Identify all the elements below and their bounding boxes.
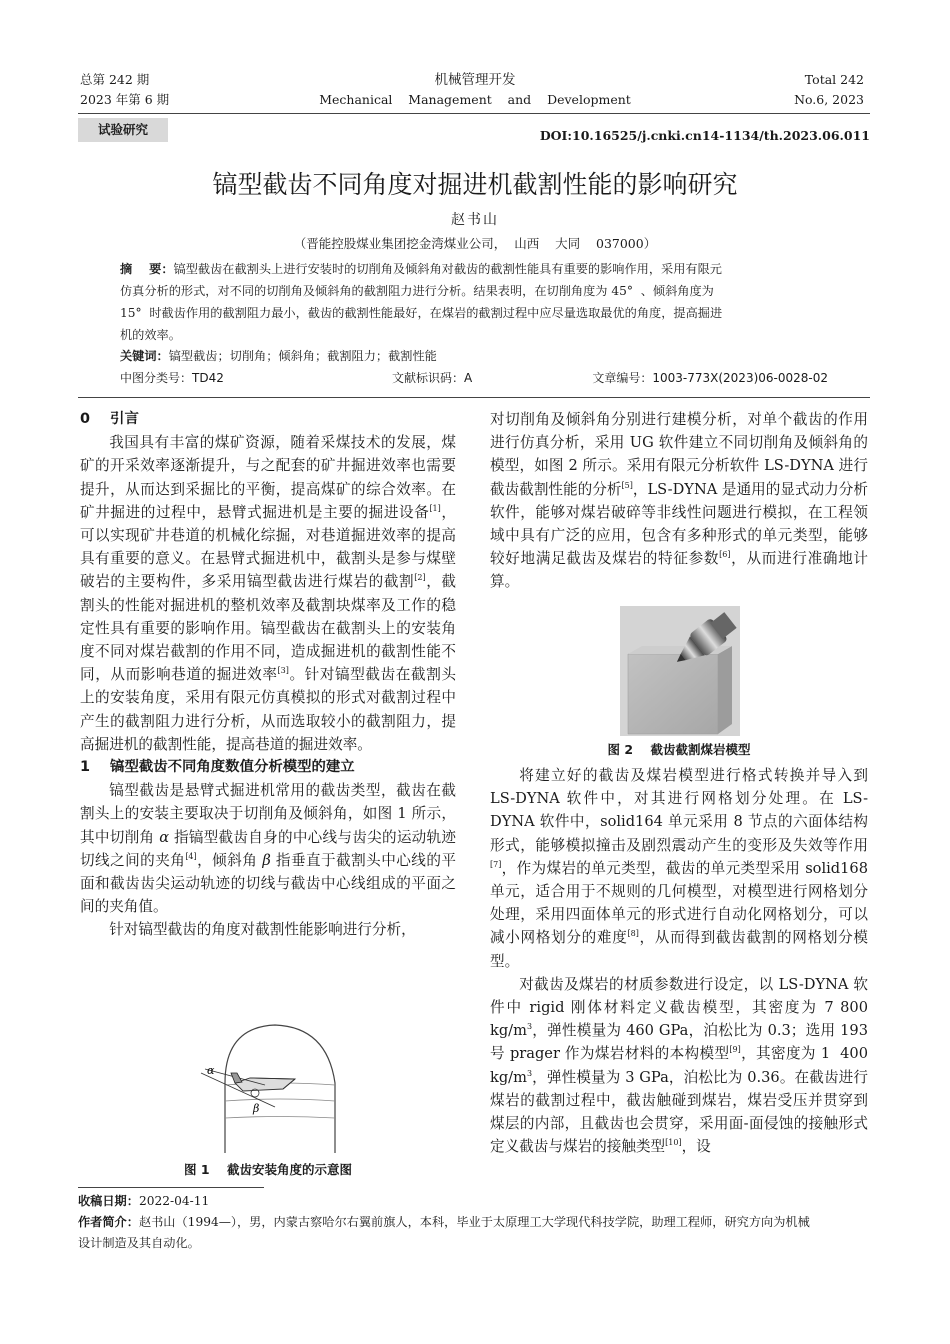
- bio-line-2: 设计制造及其自动化。: [78, 1236, 200, 1250]
- mesh-text-a: 将建立好的截齿及煤岩模型进行格式转换并导入到 LS-DYNA 软件中，对其进行网格划分处理。在 LS-DYNA 软件中，solid164 单元采用 8 节点的六面体结构形式，能够模拟撞击及剧烈震动产生的变形及失效等作用: [490, 767, 868, 854]
- section-1-paragraph: [80, 779, 456, 918]
- meshing-paragraph: [490, 764, 868, 973]
- material-paragraph: [490, 973, 873, 1159]
- section-1-heading: 1 镐型截齿不同角度数值分析模型的建立: [80, 759, 355, 776]
- document-code: 文献标识码：A: [392, 371, 473, 385]
- s1-text-c: ，倾斜角: [196, 851, 263, 869]
- affiliation: （晋能控股煤业集团挖金湾煤业公司， 山西 大同 037000）: [293, 236, 657, 251]
- received-label: 收稿日期：: [78, 1194, 139, 1208]
- figure-2-caption: 图 2 截齿截割煤岩模型: [607, 742, 751, 757]
- left-column: [80, 408, 456, 942]
- right-column-top: [490, 408, 868, 594]
- section-tag: 试验研究: [78, 118, 168, 142]
- figure-1-alpha-label: α: [207, 1064, 215, 1077]
- bio-label: 作者简介：: [78, 1215, 139, 1229]
- abstract-rule: [78, 397, 870, 398]
- ref-1: [1]: [429, 503, 441, 513]
- model-text-a: 对切削角及倾斜角分别进行建模分析，对单个截齿的作用进行仿真分析，采用 UG 软件建立不同切削角及倾斜角的模型，如图 2 所示。采用有限元分析软件 LS-DYNA 进行截齿截割性能的分析: [490, 411, 868, 498]
- keywords: [120, 345, 828, 367]
- mat-text-a: 对截齿及煤岩的材质参数进行设定，以 LS-DYNA 软件中 rigid 刚体材料定义截齿模型，其密度为 7 800 kg/m: [490, 975, 868, 1040]
- intro-text-a: 我国具有丰富的煤矿资源，随着采煤技术的发展，煤矿的开采效率逐渐提升，与之配套的矿井掘进效率也需要提升，从而达到采掘比的平衡，提高煤矿的综合效率。在矿井掘进的过程中，悬臂式掘进机是主要的掘进设备: [80, 434, 456, 521]
- modeling-paragraph: [490, 408, 868, 594]
- analysis-paragraph: 针对镐型截齿的角度对截割性能影响进行分析，: [109, 921, 416, 939]
- ref-4: [4]: [185, 852, 197, 861]
- doi: DOI:10.16525/j.cnki.cn14-1134/th.2023.06.011: [539, 128, 870, 143]
- total-issue-en: Total 242: [804, 72, 864, 87]
- header-rule: [78, 113, 870, 114]
- figure-1-caption: 图 1 截齿安装角度的示意图: [184, 1162, 352, 1177]
- model-text-b: ，LS-DYNA 是通用的显式动力分析软件，能够对煤岩破碎等非线性问题进行模拟，在工程领域中具有广泛的应用，包含有多种形式的单元类型，能够较好地满足截齿及煤岩的特征参数: [490, 480, 868, 568]
- author: 赵书山: [451, 212, 499, 228]
- alpha-symbol: α: [159, 828, 170, 846]
- issue-en: No.6, 2023: [794, 92, 864, 107]
- figure-2: [620, 606, 740, 736]
- figure-1-beta-label: β: [253, 1102, 260, 1115]
- abstract-label: 摘 要：: [120, 262, 174, 276]
- header-center: [250, 70, 700, 110]
- intro-text-c: ，截割头的性能对掘进机的整机效率及截割块煤率及工作的稳定性具有重要的影响作用。镐型截齿在截割头上的安装角度不同对煤岩截割的作用不同，造成掘进机的截割性能不同，从而影响巷道的掘进效率: [80, 573, 456, 684]
- year-issue-cn: 2023 年第 6 期: [80, 92, 170, 107]
- ref-2: [2]: [414, 573, 426, 583]
- paper-title: 镐型截齿不同角度对掘进机截割性能的影响研究: [212, 170, 738, 199]
- abstract: [120, 258, 828, 346]
- ref-5: [5]: [621, 480, 633, 490]
- ref-8: [8]: [627, 929, 639, 939]
- footnote: [78, 1191, 870, 1254]
- journal-name-cn: 机械管理开发: [434, 72, 516, 88]
- mat-text-d: ，弹性模量为 3 GPa，泊松比为 0.36。在截齿进行煤岩的截割过程中，截齿触碰到煤岩，煤岩受压并贯穿到煤层的内部，且截齿也会贯穿，采用面-面侵蚀的接触形式定义截齿与煤岩的接触类型: [490, 1068, 868, 1156]
- total-issue-cn: 总第 242 期: [80, 72, 150, 87]
- abstract-line-4: 机的效率。: [120, 328, 181, 342]
- abstract-line-2: 仿真分析的形式，对不同的切削角及倾斜角的截割阻力进行分析。结果表明，在切削角度为 45° 、倾斜角度为: [120, 284, 714, 298]
- bio-line-1: 赵书山（1994—），男，内蒙古察哈尔右翼前旗人，本科，毕业于太原理工大学现代科技学院，助理工程师，研究方向为机械: [138, 1215, 810, 1229]
- classification-row: [120, 367, 828, 389]
- abstract-line-1: 镐型截齿在截割头上进行安装时的切削角及倾斜角对截齿的截割性能具有重要的影响作用，采用有限元: [173, 262, 722, 276]
- figure-1: [195, 1023, 355, 1153]
- intro-paragraph: [80, 431, 456, 756]
- mat-text-b: ，弹性模量为 460 GPa，泊松比为 0.3；选用 193 号 prager 作为煤岩材料的本构模型: [490, 1022, 868, 1063]
- ref-3: [3]: [277, 666, 289, 676]
- beta-symbol: β: [262, 851, 271, 869]
- keywords-text: 镐型截齿；切削角；倾斜角；截割阻力；截割性能: [168, 349, 437, 363]
- mesh-text-b: ，作为煤岩的单元类型，截齿的单元类型采用 solid168 单元，适合用于不规则的几何模型，对模型进行网格划分处理，采用四面体单元的形式进行自动化网格划分，可以减小网格划分的难度: [490, 859, 868, 947]
- superscript-cube-1: 3: [526, 1022, 533, 1032]
- intro-text-b: ，可以实现矿井巷道的机械化综掘，对巷道掘进效率的提高具有重要的意义。在悬臂式掘进机中，截割头是参与煤壁破岩的主要构件，多采用镐型截齿进行煤岩的截割: [80, 503, 456, 591]
- s1-text-d: 指垂直于截割头中心线的平面和截齿齿尖运动轨迹的切线与截齿中心线组成的平面之间的夹角值。: [80, 851, 456, 916]
- clc-number: 中图分类号：TD42: [120, 371, 224, 385]
- header-left: [80, 70, 169, 110]
- s1-text-b: 指镐型截齿自身的中心线与齿尖的运动轨迹切线之间的夹角: [80, 828, 456, 869]
- section-0-heading: 0 引言: [80, 411, 139, 427]
- superscript-cube-2: 3: [526, 1068, 533, 1078]
- received-date: 2022-04-11: [138, 1194, 210, 1208]
- header-right: [794, 70, 864, 110]
- journal-name-en: Mechanical Management and Development: [319, 92, 631, 107]
- mat-text-c: ，其密度为 1 400 kg/m: [490, 1045, 873, 1086]
- figure-1-drawing: [195, 1023, 355, 1153]
- article-number: 文章编号：1003-773X(2023)06-0028-02: [592, 371, 828, 385]
- ref-7: [7]: [490, 859, 502, 869]
- mesh-text-c: ，从而得到截齿截割的网格划分模型。: [490, 929, 868, 970]
- intro-text-d: 。针对镐型截齿在截割头上的安装角度，采用有限元仿真模拟的形式对截割过程中产生的截割阻力进行分析，从而选取较小的截割阻力，提高掘进机的截割性能，提高巷道的掘进效率。: [80, 666, 456, 753]
- mat-text-e: ，设: [681, 1138, 711, 1156]
- ref-10: [10]: [665, 1138, 682, 1148]
- s1-text-a: 镐型截齿是悬臂式掘进机常用的截齿类型，截齿在截割头上的安装主要取决于切削角及倾斜角，如图 1 所示，其中切削角: [80, 782, 456, 846]
- model-text-c: ，从而进行准确地计算。: [490, 550, 868, 591]
- ref-9: [9]: [729, 1045, 741, 1055]
- footnote-rule: [78, 1187, 264, 1188]
- right-column-bottom: [490, 764, 873, 1158]
- figure-2-drawing: [620, 606, 740, 736]
- abstract-line-3: 15° 时截齿作用的截割阻力最小，截齿的截割性能最好，在煤岩的截割过程中应尽量选取最优的角度，提高掘进: [120, 306, 723, 320]
- keywords-label: 关键词：: [120, 349, 169, 363]
- ref-6: [6]: [719, 550, 731, 560]
